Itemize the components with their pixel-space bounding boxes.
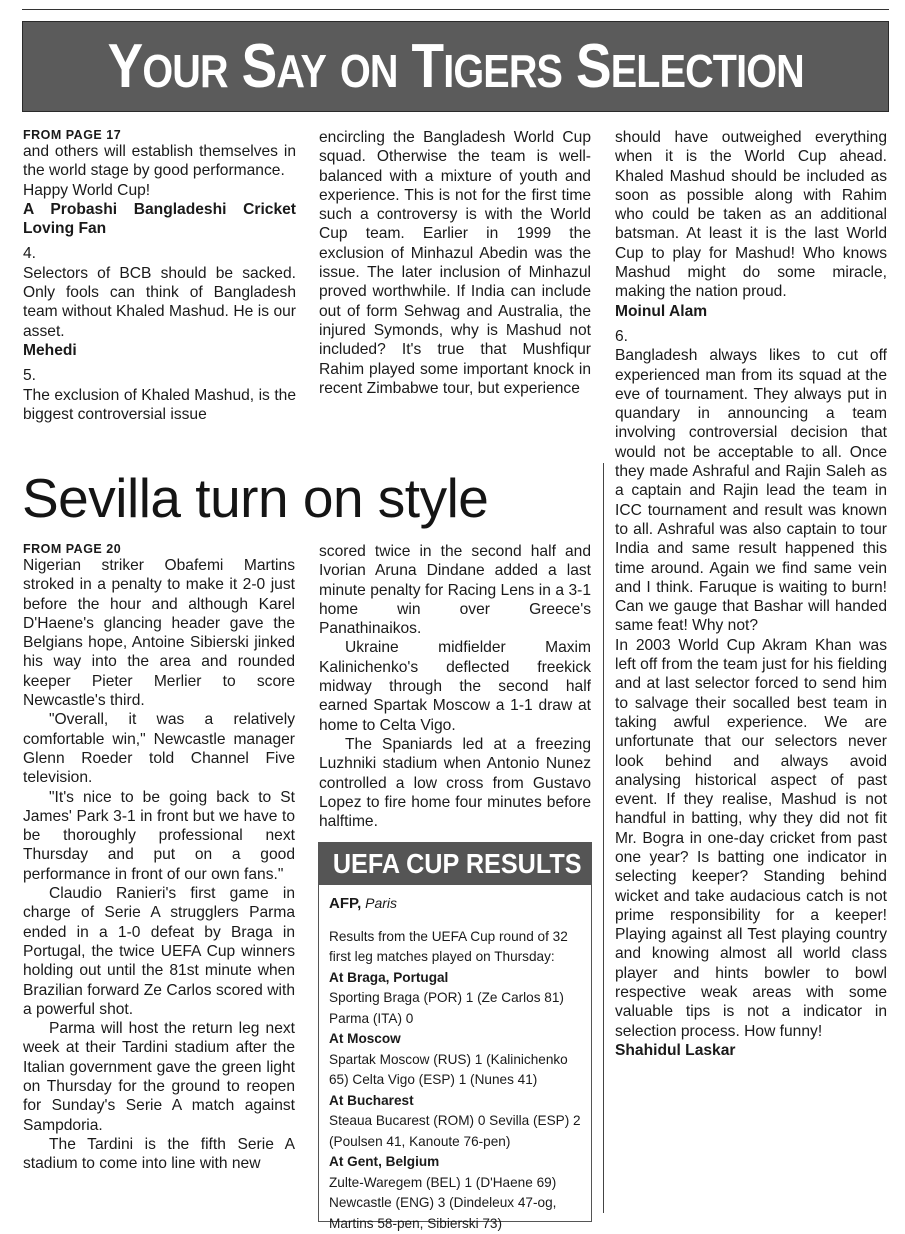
result-gent: Zulte-Waregem (BEL) 1 (D'Haene 69) Newcastle (ENG) 3 (Dindeleux 47-og, Martins 58-pen, Sibierski 73) [329,1173,581,1234]
sevilla-para-2: "Overall, it was a relatively comfortable win," Newcastle manager Glenn Roeder told Channel Five television. [23,710,295,787]
letter-5-number: 5. [23,366,296,385]
letter-6-text-2: In 2003 World Cup Akram Khan was left off from the team just for his fielding and at last selector forced to send him to salvage their socalled best team in taking awful experience. We are unfortunate that our selectors never look behind and always avoid analysing historical aspect of past event. If they realise, Mashud is not handful in batting, why they did not fit Mr. Bogra in one-day cricket from past one year? Is batting one indicator in selecting keeper? Standing behind wicket and take audacious catch is not prime responsibility for a keeper! Playing against all Test playing country and knowing almost all world class player and hints bowler to bowl respective weak areas with some valuable tips is not a indicator in selection process. How funny! [615,636,887,1041]
sevilla-para-3: "It's nice to be going back to St James' Park 3-1 in front but we have to be thoroughly professional next Thursday and put on a good performance in front of our own fans." [23,788,295,884]
letter-5-continued: encircling the Bangladesh World Cup squad. Otherwise the team is well-balanced with a mixture of youth and experience. This is not for the first time such a controversy is with the World Cup team. Earlier in 1999 the exclusion of Minhazul Abedin was the issue. The later inclusion of Minhazul proved worthwhile. If India can include out of form Sehwag and Australia, the injured Symonds, why is Mashud not included? It's true that Mushfiqur Rahim played some important knock in recent Zimbabwe tour, but experience [319,128,591,398]
uefa-intro: Results from the UEFA Cup round of 32 first leg matches played on Thursday: [329,927,581,968]
letter-4-text: Selectors of BCB should be sacked. Only fools can think of Bangladesh team without Khaled Mashud. He is our asset. [23,264,296,341]
result-bucharest: Steaua Bucarest (ROM) 0 Sevilla (ESP) 2 (Poulsen 41, Kanoute 76-pen) [329,1111,581,1152]
result-moscow: Spartak Moscow (RUS) 1 (Kalinichenko 65) Celta Vigo (ESP) 1 (Nunes 41) [329,1050,581,1091]
venue-gent: At Gent, Belgium [329,1152,581,1173]
result-braga: Sporting Braga (POR) 1 (Ze Carlos 81) Parma (ITA) 0 [329,988,581,1029]
letter-6-number: 6. [615,327,887,346]
column-divider [603,463,604,1213]
banner-title: YOUR SAY ON TIGERS SELECTION [107,31,803,102]
letter-3-signature: A Probashi Bangladeshi Cricket Loving Fan [23,200,296,239]
sevilla-para-9: The Spaniards led at a freezing Luzhniki stadium when Antonio Nunez controlled a low cross from Gustavo Lopez to fire home four minutes before halftime. [319,735,591,831]
letter-3-text: and others will establish themselves in the world stage by good performance. [23,142,296,181]
letter-4-number: 4. [23,244,296,263]
uefa-results-title: UEFA CUP RESULTS [319,843,591,885]
letter-5-signature: Moinul Alam [615,302,887,321]
uefa-results-box [318,842,592,1222]
sevilla-column-2 [319,542,591,834]
letter-5-text: The exclusion of Khaled Mashud, is the biggest controversial issue [23,386,296,425]
sevilla-headline: Sevilla turn on style [22,466,488,530]
letter-5-conclusion: should have outweighed everything when it is the World Cup ahead. Khaled Mashud should be included as soon as possible along with Rahim who could be taken as an additional batsman. At least it is the last World Cup to play for Mashud! Who knows Mashud might do some miracle, making the nation proud. [615,128,887,302]
sevilla-column-1 [23,542,295,1213]
venue-bucharest: At Bucharest [329,1091,581,1112]
sevilla-para-6: The Tardini is the fifth Serie A stadium to come into line with new [23,1135,295,1174]
venue-braga: At Braga, Portugal [329,968,581,989]
letter-6-signature: Shahidul Laskar [615,1041,887,1060]
venue-moscow: At Moscow [329,1029,581,1050]
kicker-from-page-17: FROM PAGE 17 [23,128,296,142]
letters-column-2 [319,128,591,450]
letters-column-1 [23,128,296,450]
sevilla-para-1: Nigerian striker Obafemi Martins stroked in a penalty to make it 2-0 just before the hour and although Karel D'Haene's glancing header gave the Belgians hope, Antoine Sibierski jinked his way into the area and rounded keeper Pieter Merlier to score Newcastle's third. [23,556,295,710]
uefa-source: AFP, Paris [329,893,581,915]
letter-4-signature: Mehedi [23,341,296,360]
section-banner [22,21,889,112]
sevilla-para-4: Claudio Ranieri's first game in charge of Serie A strugglers Parma ended in a 1-0 defeat by Braga in Portugal, the twice UEFA Cup winners holding out until the 81st minute when Brazilian forward Ze Carlos scored with a powerful shot. [23,884,295,1019]
sevilla-para-7: scored twice in the second half and Ivorian Aruna Dindane added a last minute penalty for Racing Lens in a 3-1 home win over Greece's Panathinaikos. [319,542,591,638]
letters-column-3 [615,128,887,1190]
top-rule [22,9,889,10]
letter-3-closing: Happy World Cup! [23,181,296,200]
letter-6-text-1: Bangladesh always likes to cut off experienced man from its squad at the eve of tournament. They always put in quandary in announcing a team involving controversial decision that would not be acceptable to all. Once they made Ashraful and Rajin Saleh as a captain and Rajin lead the team in ICC tournament and result was known to all. Ashraful was also captain to tour India and same result happened this time around. Again we find same vein and I think. Faruque is waiting to burn! Can we gauge that Bashar will handed same feat! Why not? [615,346,887,635]
kicker-from-page-20: FROM PAGE 20 [23,542,295,556]
uefa-results-body [319,885,591,1234]
sevilla-para-5: Parma will host the return leg next week at their Tardini stadium after the Italian government gave the green light on Thursday for the ground to reopen for Sunday's Serie A match against Sampdoria. [23,1019,295,1135]
sevilla-para-8: Ukraine midfielder Maxim Kalinichenko's deflected freekick midway through the second half earned Spartak Moscow a 1-1 draw at home to Celta Vigo. [319,638,591,734]
